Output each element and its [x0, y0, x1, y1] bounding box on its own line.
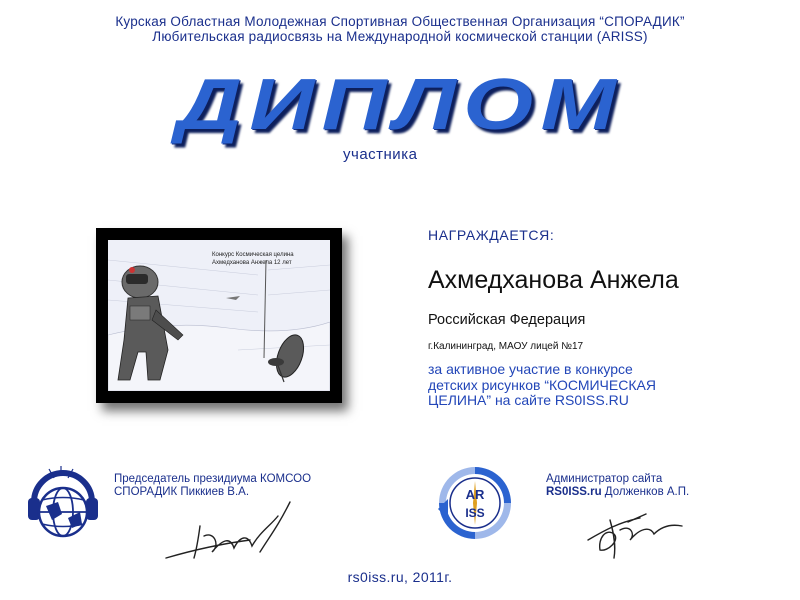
chairman-title: Председатель президиума КОМСОО: [114, 473, 312, 485]
admin-signature: [580, 500, 690, 565]
globe-headphones-icon: [24, 462, 102, 544]
award-reason-line: ЦЕЛИНА” на сайте RS0ISS.RU: [428, 392, 629, 408]
recipient-name: Ахмедханова Анжела: [428, 266, 679, 294]
award-reason-line: за активное участие в конкурсе: [428, 361, 633, 377]
organization-name: Курская Областная Молодежная Спортивная Общественная Организация “СПОРАДИК”: [115, 14, 685, 29]
diploma-subtitle: участника: [343, 146, 418, 163]
awarded-label: НАГРАЖДАЕТСЯ:: [428, 227, 555, 243]
ariss-logo-text-top: AR: [465, 487, 485, 502]
chairman-signature: [160, 496, 300, 566]
handwritten-signature-icon: [580, 500, 690, 565]
admin-title: Администратор сайта: [546, 473, 663, 485]
organization-subtitle: Любительская радиосвязь на Международной космической станции (ARISS): [152, 29, 648, 44]
ariss-logo-text-bottom: ISS: [465, 506, 485, 520]
ariss-logo: [434, 463, 516, 543]
diploma-title: ДИПЛОМ: [176, 65, 624, 145]
admin-signature-label: [546, 473, 689, 499]
drawing-frame: [96, 228, 342, 403]
sporadik-logo: [24, 462, 102, 544]
chairman-name: СПОРАДИК Пиккиев В.А.: [114, 486, 250, 498]
child-drawing: [108, 240, 330, 391]
admin-name-line: [546, 486, 689, 499]
footer-site-year: rs0iss.ru, 2011г.: [347, 569, 453, 585]
admin-site: RS0ISS.ru: [546, 486, 602, 498]
admin-name: Долженков А.П.: [601, 486, 690, 498]
recipient-school: г.Калининград, МАОУ лицей №17: [428, 341, 584, 352]
award-reason-line: детских рисунков “КОСМИЧЕСКАЯ: [428, 376, 656, 393]
award-reason: [428, 362, 768, 409]
handwritten-signature-icon: [160, 496, 300, 566]
drawing-caption-author: Ахмедханова Анжела 12 лет: [212, 260, 292, 266]
drawing-caption-contest: Конкурс Космическая целина: [212, 252, 294, 258]
ariss-icon: [434, 463, 516, 543]
recipient-country: Российская Федерация: [428, 312, 586, 328]
